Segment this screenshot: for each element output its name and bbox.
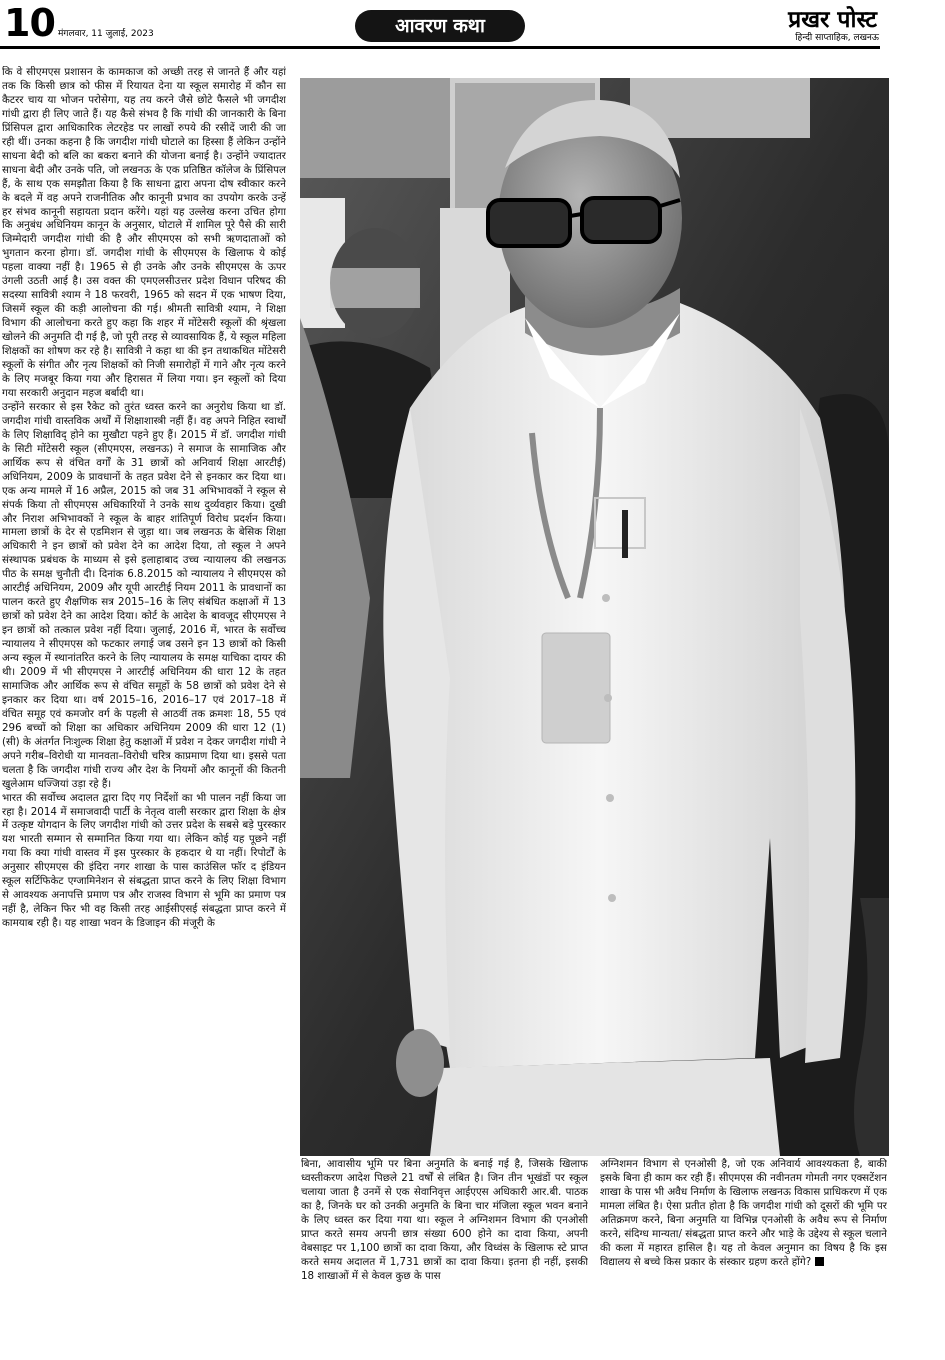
masthead-logo: प्रखर पोस्ट [788,6,877,33]
id-badge [542,633,610,743]
page-number: 10 [4,1,55,45]
article-photo [300,78,889,1156]
photo-illustration [300,78,889,1156]
article-paragraph: कि वे सीएमएस प्रशासन के कामकाज को अच्छी तरह से जानते हैं और यहां तक कि किसी छात्र को फीस में रियायत देना या स्कूल समारोह में कौन सा कैटरर चाय या भोजन परोसेगा, यह तय करने जैसे छोटे फैसले भी जगदीश गांधी द्वारा ही लिए जाते हैं। यह कैसे संभव है कि गांधी की जानकारी के बिना प्रिंसिपल द्वारा आधिकारिक लेटरहेड पर लाखों रुपये की रसीदें जारी की जा रही थीं। उनका कहना है कि जगदीश गांधी घोटाले का हिस्सा हैं लेकिन उन्होंने साधना बेदी को बलि का बकरा बनाने की योजना बनाई है। उन्होंने ज्यादातर साधना बेदी और उनके पति, जो लखनऊ के एक प्रतिष्ठित कॉलेज के प्रिंसिपल हैं, के साथ एक समझौता किया है कि साधना द्वारा अपना दोष स्वीकार करने के बदले में वह अपने राजनीतिक और कानूनी प्रभाव का उपयोग करके उन्हें हर संभव कानूनी सहायता प्रदान करेंगे। यहां यह उल्लेख करना उचित होगा कि अनुबंध अधिनियम कानून के अनुसार, घोटाले में शामिल पूरे पैसे की सारी जिम्मेदारी जगदीश गांधी की है और सीएमएस को सभी ऋणदाताओं को भुगतान करना होगा। डॉ. जगदीश गांधी के सीएमएस के खिलाफ ये कोई पहला वाक्या नहीं है। 1965 से ही उनके और उनके सीएमएस के ऊपर उंगली उठती आई है। उस वक्त की एमएलसीउत्तर प्रदेश विधान परिषद की सदस्या सावित्री श्याम ने 18 फरवरी, 1965 को सदन में एक भाषण दिया, जिसमें स्कूल की कड़ी आलोचना की गई। श्रीमती सावित्री श्याम, ने शिक्षा विभाग की आलोचना करते हुए कहा कि शहर में मोंटेसरी स्कूलों की श्रृंखला खोलने की अनुमति दी गई है, जो पूरी तरह से व्यावसायिक हैं, ये स्कूल महिला शिक्षकों का शोषण कर रहे है। सावित्री ने कहा था की इन तथाकथित मोंटेसरी स्कूलों के संगीत और नृत्य शिक्षकों को निजी समारोहों में गाने और नृत्य करने के लिए मजबूर किया गया और हिरासत में लिया गया। इन स्कूलों को दिया गया सरकारी अनुदान महज बर्बादी था। [2,66,286,399]
glasses-right-lens [582,198,660,242]
article-bottom-column-2 [600,1158,887,1348]
article-paragraph: भारत की सर्वोच्च अदालत द्वारा दिए गए निर्देशों का भी पालन नहीं किया जा रहा है। 2014 में समाजवादी पार्टी के नेतृत्व वाली सरकार द्वारा शिक्षा के क्षेत्र में उत्कृष्ट योगदान के लिए जगदीश गांधी को उत्तर प्रदेश के सबसे बड़े पुरस्कार यश भारती सम्मान से सम्मानित किया गया था। लेकिन कोई यह पूछने नहीं गया कि क्या गांधी वास्तव में इस पुरस्कार के हकदार थे या नहीं। रिपोर्टों के अनुसार सीएमएस की इंदिरा नगर शाखा के पास काउंसिल फॉर द इंडियन स्कूल सर्टिफिकेट एग्जामिनेशन से संबद्धता प्राप्त करने के लिए शिक्षा विभाग से आवश्यक अनापत्ति प्रमाण पत्र और राजस्व विभाग से भूमि का प्रमाण पत्र नहीं है, लेकिन फिर भी वह किसी तरह आईसीएसई संबद्धता प्राप्त करने में कामयाब रही है। यह शाखा भवन के डिजाइन की मंजूरी के [2,791,286,930]
main-person-shirt [398,303,847,1068]
glasses-left-lens [488,200,570,246]
header-rule [0,46,880,49]
article-paragraph: अग्निशमन विभाग से एनओसी है, जो एक अनिवार्य आवश्यकता है, बाकी इसके बिना ही काम कर रही हैं। सीएमएस की नवीनतम गोमती नगर एक्सटेंशन शाखा के पास भी अवैध निर्माण के खिलाफ लखनऊ विकास प्राधिकरण में एक मामला लंबित है। ऐसा प्रतीत होता है कि जगदीश गांधी को दूसरों की भूमि पर अतिक्रमण करने, बिना अनुमति या विभिन्न एनओसी के अवैध रूप से निर्माण करने, संदिग्ध मान्यता/ संबद्धता प्राप्त करने और भाड़े के उद्देश्य से स्कूल चलाने की कला में महारत हासिल है। यह तो केवल अनुमान का विषय है कि इस विद्यालय से बच्चे किस प्रकार के संस्कार ग्रहण करते होंगे? [600,1158,887,1268]
main-person-hand [396,1029,444,1097]
section-title: आवरण कथा [355,10,525,42]
wall-frame [300,78,450,178]
shirt-button [602,594,610,602]
masthead-subtitle: हिन्दी साप्ताहिक, लखनऊ [795,33,879,43]
pen [622,510,628,558]
shirt-button [606,794,614,802]
article-paragraph: बिना, आवासीय भूमि पर बिना अनुमति के बनाई गई है, जिसके खिलाफ ध्वस्तीकरण आदेश पिछले 21 वर्षों से लंबित है। जिन तीन भूखंडों पर स्कूल चलाया जाता है उनमें से एक सेवानिवृत्त आईएएस अधिकारी आर.बी. पाठक का है, जिनके घर को उनकी अनुमति के बिना चार मंजिला स्कूल भवन बनाने के लिए ध्वस्त कर दिया गया था। स्कूल ने अग्निशमन विभाग की एनओसी प्राप्त करते समय अपनी छात्र संख्या 600 होने का दावा किया, अपनी वेबसाइट पर 1,100 छात्रों का दावा किया, और विध्वंस के खिलाफ स्टे प्राप्त करते समय अदालत में 1,731 छात्रों का दावा किया। इतना ही नहीं, इसकी 18 शाखाओं में से केवल कुछ के पास [301,1158,588,1282]
article-end-mark [815,1257,824,1266]
page-header [0,0,945,50]
article-left-column [2,66,286,1348]
issue-date: मंगलवार, 11 जुलाई, 2023 [58,29,154,39]
shirt-button [608,894,616,902]
article-paragraph: उन्होंने सरकार से इस रैकेट को तुरंत ध्वस्त करने का अनुरोध किया था डॉ. जगदीश गांधी वास्तविक अर्थों में शिक्षाशास्त्री नहीं हैं। वह अपने निहित स्वार्थों के लिए शिक्षाविद् होने का मुखौटा पहने हुए हैं। 2015 में डॉ. जगदीश गांधी के सिटी मोंटेसरी स्कूल (सीएमएस, लखनऊ) ने समाज के सामाजिक और आर्थिक रूप से वंचित वर्गों के 31 छात्रों को अनिवार्य शिक्षा आरटीई) अधिनियम, 2009 के प्रावधानों के तहत प्रवेश देने से इनकार कर दिया था। एक अन्य मामले में 16 अप्रैल, 2015 को जब 31 अभिभावकों ने स्कूल से संपर्क किया तो सीएमएस अधिकारियों ने उनके साथ दुर्व्यवहार किया। दुखी और निराश अभिभावकों ने स्कूल के बाहर शांतिपूर्ण विरोध प्रदर्शन किया। मामला छात्रों के देर से एडमिशन से जुड़ा था। जब लखनऊ के बेसिक शिक्षा अधिकारी ने इन छात्रों को प्रवेश देने का आदेश दिया, तो स्कूल ने अपने संस्थापक प्रबंधक के माध्यम से इसे इलाहाबाद उच्च न्यायालय की लखनऊ पीठ के समक्ष चुनौती दी। दिनांक 6.8.2015 को न्यायालय ने सीएमएस को आरटीई अधिनियम, 2009 और यूपी आरटीई नियम 2011 के प्रावधानों का पालन करते हुए शैक्षणिक सत्र 2015–16 के लिए संबंधित कक्षाओं में 13 छात्रों को प्रवेश देने का आदेश दिया। कोर्ट के आदेश के बावजूद सीएमएस ने इन छात्रों को तत्काल प्रवेश नहीं दिया। जुलाई, 2016 में, भारत के सर्वोच्च न्यायालय ने सीएमएस को फटकार लगाई जब उसने इन 13 छात्रों को किसी अन्य स्कूल में स्थानांतरित करने के लिए न्यायालय के समक्ष याचिका दायर की थी। 2009 में भी सीएमएस ने आरटीई अधिनियम की धारा 12 के तहत सामाजिक और आर्थिक रूप से वंचित समूहों के 58 छात्रों को प्रवेश देने से इनकार कर दिया था। वर्ष 2015–16, 2016–17 एवं 2017–18 में वंचित समूह एवं कमजोर वर्ग के पहली से आठवीं तक क्रमशः 18, 55 एवं 296 बच्चों को शिक्षा का अधिकार अधिनियम 2009 की धारा 12 (1) (सी) के अंतर्गत निःशुल्क शिक्षा हेतु कक्षाओं में प्रवेश न देकर जगदीश गांधी ने अपने गरीब–विरोधी या मानवता–विरोधी चरित्र काप्रमाण दिया था। इससे पता चलता है कि जगदीश गांधी राज्य और देश के नियमों और कानूनों की कितनी खुलेआम धज्जियां उड़ा रहे हैं। [2,400,286,790]
shirt-button [604,694,612,702]
main-person-trousers [430,1058,780,1156]
article-bottom-column-1 [301,1158,588,1348]
background-person-mask [330,268,420,308]
